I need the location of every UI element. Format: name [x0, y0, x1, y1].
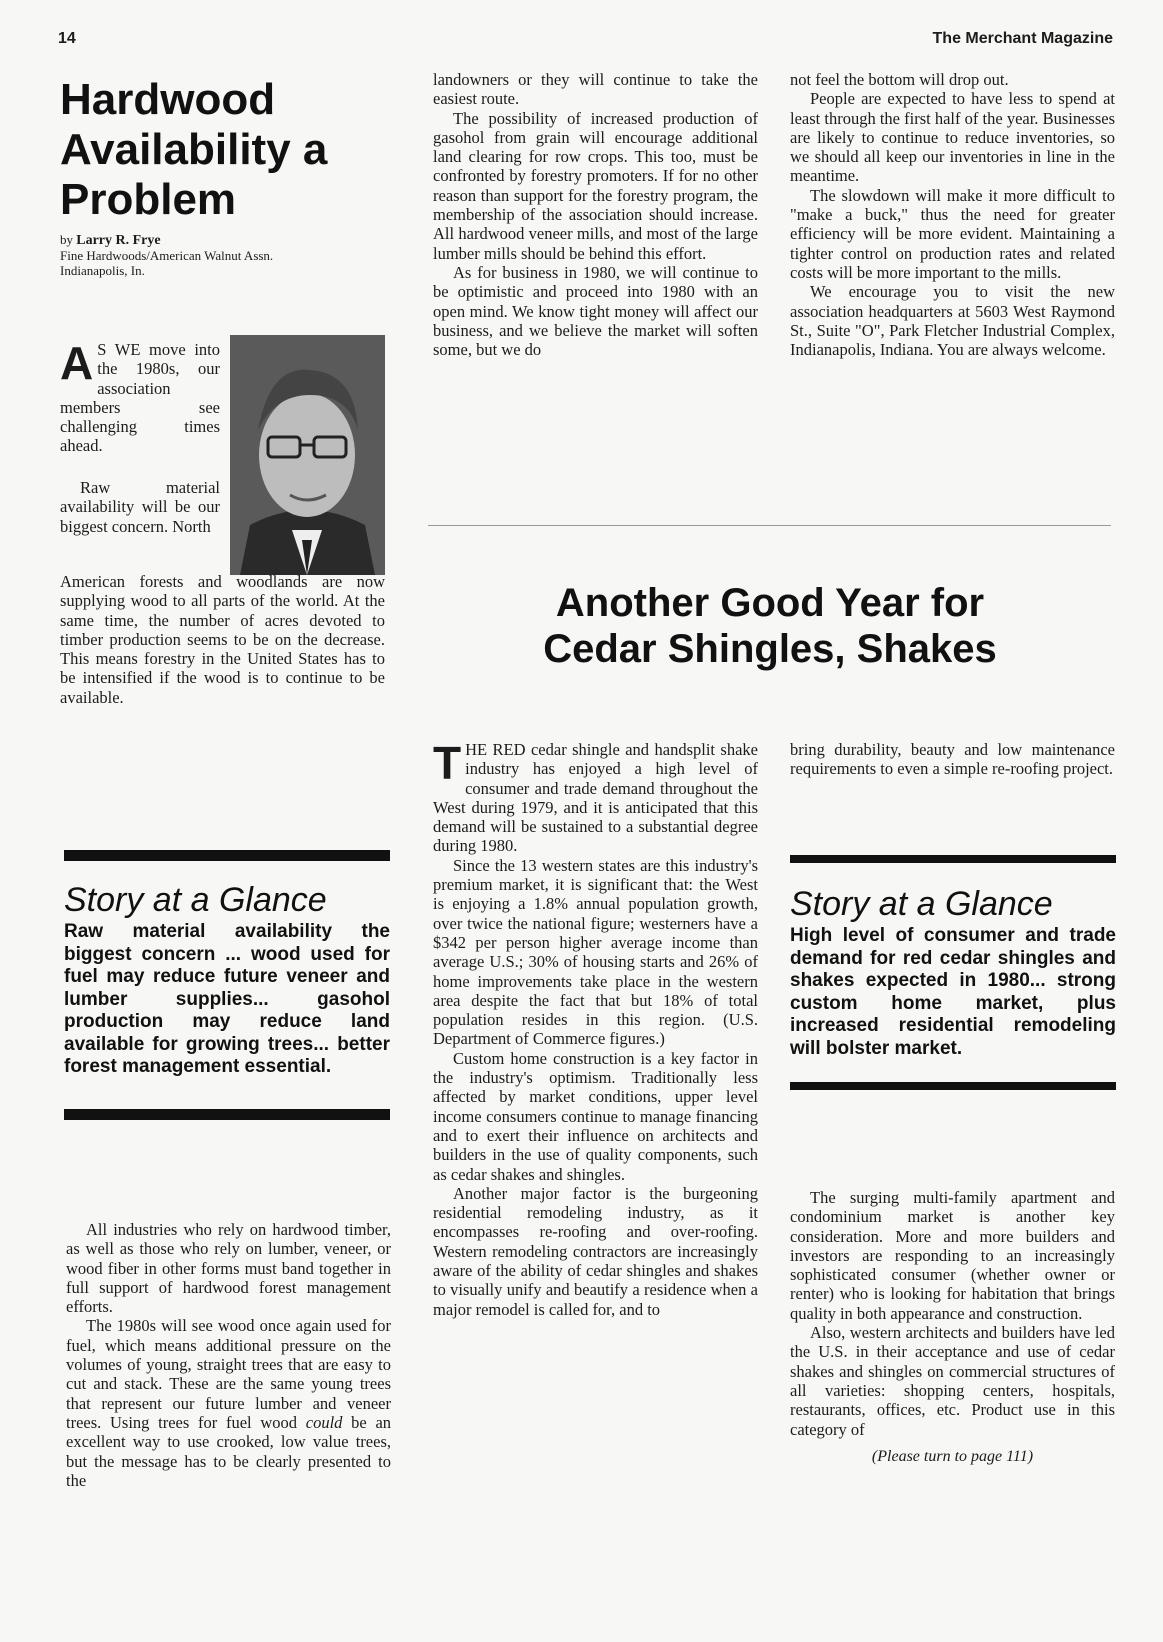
glance-summary: High level of consumer and trade demand for red cedar shingles and shakes expected in 1980... strong custom home market, plus increased residential remodeling will bolster market.	[790, 925, 1116, 1059]
article1-col2	[433, 70, 758, 359]
article1-byline	[60, 232, 360, 278]
article1-intro-p2	[60, 478, 220, 574]
article1-col1-lower	[66, 1220, 391, 1490]
paragraph: Another major factor is the burgeoning residential remodeling industry, as it encompasses re-roofing and over-roofing. Western remodeling contractors are increasingly aware of the ability of cedar shingles and shakes to visually unify and beautify a residence when a major remodel is called for, and to	[433, 1183, 758, 1319]
magazine-title: The Merchant Magazine	[932, 30, 1113, 47]
article1-intro	[60, 337, 220, 456]
author-photo	[230, 335, 385, 575]
glance-bottom-rule	[790, 1082, 1116, 1090]
paragraph: THE RED cedar shingle and handsplit shake industry has enjoyed a high level of consumer and trade demand throughout the West during 1979, and it is anticipated that this demand will be sustained to a substantial degree during 1980.	[433, 737, 758, 856]
paragraph: We encourage you to visit the new association headquarters at 5603 West Raymond St., Suite "O", Park Fletcher Industrial Complex, Indianapolis, Indiana. You are always welcome.	[790, 282, 1115, 360]
glance-top-rule	[64, 850, 390, 861]
paragraph: The 1980s will see wood once again used for fuel, which means additional pressure on the volumes of young, straight trees that are easy to cut and stack. These are the same young trees that represent our future lumber and veneer trees. Using trees for fuel wood could be an excellent way to use crooked, low value trees, but the message has to be clearly presented to the	[66, 1316, 392, 1490]
section-divider	[428, 525, 1111, 526]
paragraph: landowners or they will continue to take the easiest route.	[433, 70, 758, 109]
paragraph: People are expected to have less to spend at least through the first half of the year. Businesses are likely to continue to reduce inventories, so we should all keep our inventories in line in the meantime.	[790, 89, 1115, 186]
article2-col3-top	[790, 740, 1115, 779]
paragraph: The surging multi-family apartment and condominium market is another key consideration. More and more builders and investors are responding to an increasingly sophisticated consumer (whether owner or renter) who is looking for habitation that brings quality in both appearance and construction.	[790, 1188, 1115, 1323]
author-location: Indianapolis, In.	[60, 263, 145, 278]
article2-glance-box	[790, 855, 1116, 1090]
intro-paragraph: A S WE move into the 1980s, our association members see challenging times ahead.	[60, 337, 220, 456]
glance-title: Story at a Glance	[790, 885, 1053, 923]
continued-note: (Please turn to page 111)	[871, 1447, 1034, 1465]
glance-top-rule	[790, 855, 1116, 863]
paragraph: The possibility of increased production of gasohol from grain will encourage additional land clearing for row crops. This too, must be confronted by forestry promoters. If for no other reason than support for the forestry program, the membership of the association should increase. All hardwood veneer mills, and most of the large lumber mills should be behind this effort.	[433, 108, 758, 263]
page-number: 14	[58, 30, 76, 47]
paragraph: The slowdown will make it more difficult to "make a buck," thus the need for greater efficiency will be more evident. Maintaining a tighter control on production rates and related costs will be more important to the mills.	[790, 185, 1115, 282]
article1-title: Hardwood Availability a Problem	[60, 75, 328, 224]
article2-dropcap: T	[433, 737, 462, 789]
article2-col2	[433, 737, 758, 1319]
paragraph: Custom home construction is a key factor in the industry's optimism. Traditionally less affected by market conditions, upper level income consumers continue to manage financing and to exert their influence on architects and builders in the use of quality components, such as cedar shakes and shingles.	[433, 1048, 758, 1184]
article2-title-line2: Cedar Shingles, Shakes	[543, 627, 997, 671]
article2-title-line1: Another Good Year for	[555, 581, 985, 625]
glance-bottom-rule	[64, 1109, 390, 1120]
glance-title: Story at a Glance	[64, 881, 327, 919]
article1-col3	[790, 70, 1115, 359]
paragraph: As for business in 1980, we will continue to be optimistic and proceed into 1980 with an open mind. We know tight money will affect our business, and we believe the market will soften some, but we do	[433, 262, 758, 360]
article1-dropcap: A	[60, 337, 94, 389]
paragraph: bring durability, beauty and low maintenance requirements to even a simple re-roofing project.	[790, 740, 1115, 779]
intro-paragraph-2-start: Raw material availability will be our biggest concern. North	[60, 478, 220, 536]
article2-title	[430, 580, 1110, 672]
author-name: Larry R. Frye	[76, 233, 161, 248]
article2-col3-lower	[790, 1188, 1115, 1466]
paragraph: All industries who rely on hardwood timber, as well as those who rely on lumber, veneer, or wood fiber in other forms must band together in full support of hardwood forest management efforts.	[66, 1220, 391, 1317]
author-affiliation: Fine Hardwoods/American Walnut Assn.	[60, 248, 274, 263]
paragraph: not feel the bottom will drop out.	[790, 70, 1009, 89]
byline-prefix: by	[60, 232, 73, 247]
paragraph: Also, western architects and builders have led the U.S. in their acceptance and use of cedar shakes and shingles on commercial structures of all varieties: shopping centers, hospitals, restaurants, offices, etc. Product use in this category of	[790, 1323, 1115, 1439]
paragraph: Since the 13 western states are this industry's premium market, it is significant that: the West is enjoying a 1.8% annual population growth, over twice the national figure; westerners have a $342 per person higher average income than average U.S.; 30% of housing starts and 26% of home improvements take place in the western area despite the fact that but 18% of total population resides in this region. (U.S. Department of Commerce figures.)	[433, 855, 758, 1049]
article1-intro-p2-cont: American forests and woodlands are now supplying wood to all parts of the world. At the same time, the number of acres devoted to timber production seems to be on the decrease. This means forestry in the United States has to be intensified if the wood is to continue to be available.	[60, 572, 385, 707]
article1-glance-box	[64, 850, 390, 1120]
glance-summary: Raw material availability the biggest concern ... wood used for fuel may reduce future veneer and lumber supplies... gasohol production may reduce land available for growing trees... better forest management essential.	[64, 921, 390, 1077]
